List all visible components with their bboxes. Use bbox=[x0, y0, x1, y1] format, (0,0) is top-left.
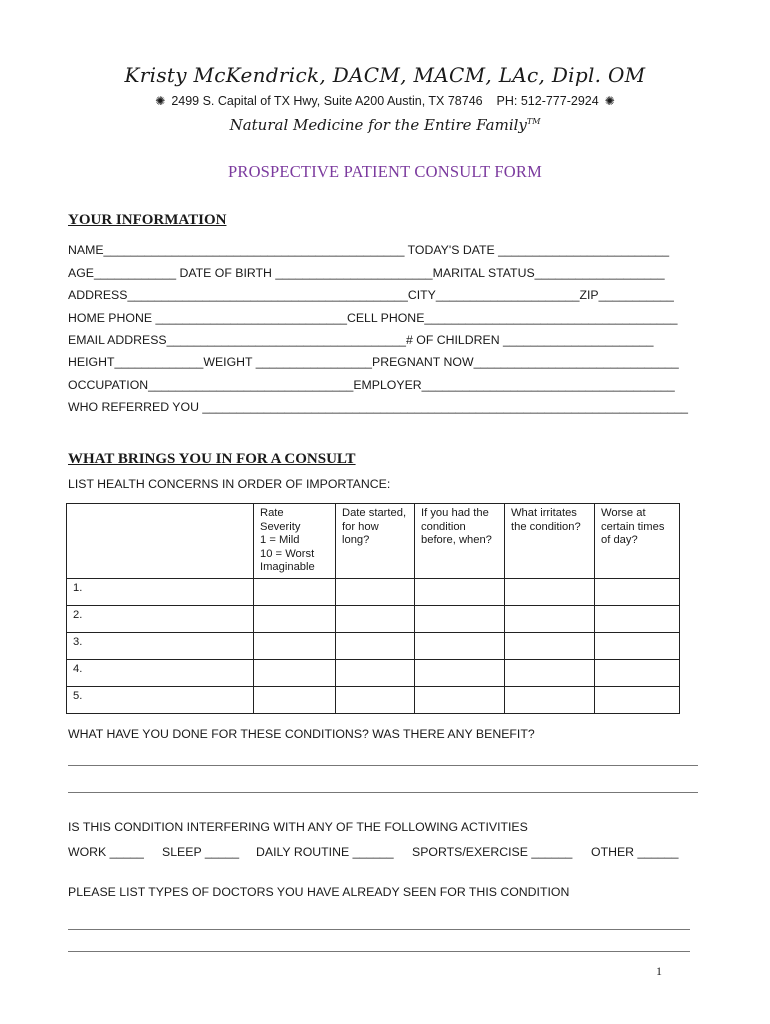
table-cell[interactable] bbox=[254, 686, 336, 713]
table-header-cell: Date started, for how long? bbox=[336, 504, 415, 579]
tagline-text: Natural Medicine for the Entire Family bbox=[229, 116, 527, 134]
trademark-mark: TM bbox=[526, 117, 541, 126]
table-cell[interactable] bbox=[595, 605, 680, 632]
answer-line[interactable] bbox=[68, 765, 698, 766]
table-cell[interactable] bbox=[505, 605, 595, 632]
health-concerns-table bbox=[66, 503, 680, 714]
answer-line[interactable] bbox=[68, 792, 698, 793]
activity-daily-routine[interactable]: DAILY ROUTINE ______ bbox=[256, 845, 394, 859]
sun-bullet-icon: ✺ bbox=[155, 94, 166, 108]
doctors-question: PLEASE LIST TYPES OF DOCTORS YOU HAVE ALREADY SEEN FOR THIS CONDITION bbox=[68, 885, 570, 899]
table-row[interactable] bbox=[67, 605, 680, 632]
table-row[interactable] bbox=[67, 578, 680, 605]
table-cell[interactable] bbox=[595, 659, 680, 686]
age-dob-marital-field[interactable]: AGE____________ DATE OF BIRTH _______________________MARITAL STATUS___________________ bbox=[68, 266, 665, 280]
table-cell[interactable] bbox=[336, 578, 415, 605]
address-city-zip-field[interactable]: ADDRESS_________________________________________CITY_____________________ZIP___________ bbox=[68, 288, 674, 302]
table-cell[interactable] bbox=[505, 578, 595, 605]
row-number: 2. bbox=[67, 605, 254, 632]
practice-address: 2499 S. Capital of TX Hwy, Suite A200 Austin, TX 78746 bbox=[171, 94, 483, 108]
table-cell[interactable] bbox=[505, 632, 595, 659]
table-header-cell bbox=[67, 504, 254, 579]
table-cell[interactable] bbox=[254, 632, 336, 659]
table-cell[interactable] bbox=[254, 578, 336, 605]
practitioner-name: Kristy McKendrick, DACM, MACM, LAc, Dipl. OM bbox=[124, 63, 646, 87]
activity-sports-exercise[interactable]: SPORTS/EXERCISE ______ bbox=[412, 845, 573, 859]
activity-sleep[interactable]: SLEEP _____ bbox=[162, 845, 240, 859]
table-cell[interactable] bbox=[336, 686, 415, 713]
practice-phone: PH: 512-777-2924 bbox=[496, 94, 599, 108]
table-cell[interactable] bbox=[415, 659, 505, 686]
occupation-employer-field[interactable]: OCCUPATION______________________________EMPLOYER_____________________________________ bbox=[68, 378, 675, 392]
consult-heading: WHAT BRINGS YOU IN FOR A CONSULT bbox=[68, 451, 356, 467]
sun-bullet-icon: ✺ bbox=[604, 94, 615, 108]
page-number: 1 bbox=[656, 964, 662, 978]
table-cell[interactable] bbox=[415, 605, 505, 632]
table-cell[interactable] bbox=[505, 659, 595, 686]
height-weight-pregnant-field[interactable]: HEIGHT_____________WEIGHT _________________PREGNANT NOW______________________________ bbox=[68, 355, 679, 369]
table-cell[interactable] bbox=[336, 632, 415, 659]
name-date-field[interactable]: NAME____________________________________________ TODAY'S DATE _________________________ bbox=[68, 243, 670, 257]
table-cell[interactable] bbox=[415, 578, 505, 605]
row-number: 5. bbox=[67, 686, 254, 713]
table-row[interactable] bbox=[67, 632, 680, 659]
table-cell[interactable] bbox=[505, 686, 595, 713]
phone-fields[interactable]: HOME PHONE ____________________________CELL PHONE_____________________________________ bbox=[68, 311, 678, 325]
table-cell[interactable] bbox=[336, 605, 415, 632]
interfering-question: IS THIS CONDITION INTERFERING WITH ANY OF THE FOLLOWING ACTIVITIES bbox=[68, 820, 528, 834]
answer-line[interactable] bbox=[68, 951, 690, 952]
table-cell[interactable] bbox=[595, 632, 680, 659]
table-cell[interactable] bbox=[595, 578, 680, 605]
table-cell[interactable] bbox=[415, 686, 505, 713]
treatment-question: WHAT HAVE YOU DONE FOR THESE CONDITIONS? WAS THERE ANY BENEFIT? bbox=[68, 727, 535, 741]
table-row[interactable] bbox=[67, 659, 680, 686]
table-cell[interactable] bbox=[595, 686, 680, 713]
health-concerns-label: LIST HEALTH CONCERNS IN ORDER OF IMPORTANCE: bbox=[68, 477, 391, 491]
row-number: 4. bbox=[67, 659, 254, 686]
table-header-cell: Worse at certain times of day? bbox=[595, 504, 680, 579]
table-cell[interactable] bbox=[254, 605, 336, 632]
table-header-cell: What irritates the condition? bbox=[505, 504, 595, 579]
tagline bbox=[0, 116, 770, 134]
table-header-cell: If you had the condition before, when? bbox=[415, 504, 505, 579]
activity-other[interactable]: OTHER ______ bbox=[591, 845, 679, 859]
table-cell[interactable] bbox=[336, 659, 415, 686]
table-cell[interactable] bbox=[254, 659, 336, 686]
email-children-field[interactable]: EMAIL ADDRESS___________________________________# OF CHILDREN ______________________ bbox=[68, 333, 654, 347]
your-information-heading: YOUR INFORMATION bbox=[68, 212, 227, 228]
row-number: 3. bbox=[67, 632, 254, 659]
referred-by-field[interactable]: WHO REFERRED YOU _______________________________________________________________________ bbox=[68, 400, 688, 414]
activity-work[interactable]: WORK _____ bbox=[68, 845, 144, 859]
table-cell[interactable] bbox=[415, 632, 505, 659]
table-header-row bbox=[67, 504, 680, 579]
row-number: 1. bbox=[67, 578, 254, 605]
table-row[interactable] bbox=[67, 686, 680, 713]
answer-line[interactable] bbox=[68, 929, 690, 930]
form-title: PROSPECTIVE PATIENT CONSULT FORM bbox=[227, 162, 543, 181]
table-header-cell: Rate Severity 1 = Mild 10 = Worst Imaginable bbox=[254, 504, 336, 579]
address-line bbox=[0, 94, 770, 108]
